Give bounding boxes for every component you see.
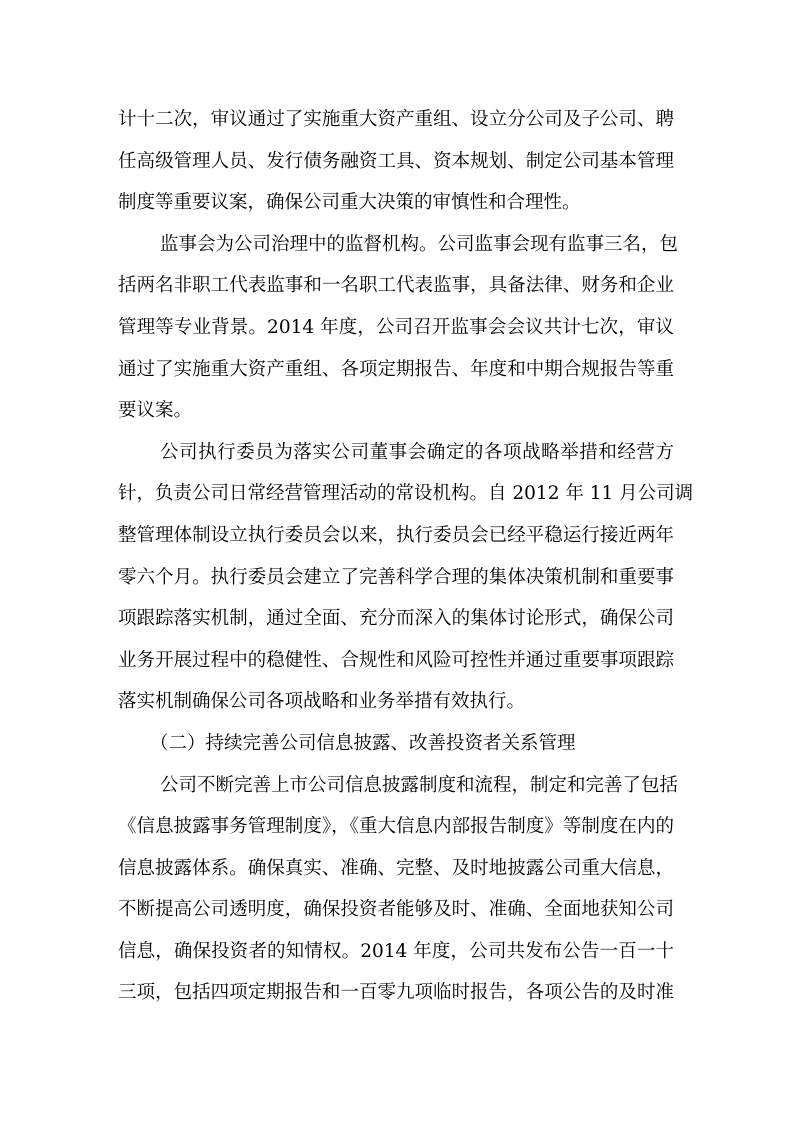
text-line: 零六个月。执行委员会建立了完善科学合理的集体决策机制和重要事 [118,566,674,588]
text-line: 项跟踪落实机制，通过全面、充分而深入的集体讨论形式，确保公司 [118,608,674,630]
paragraph-information-disclosure [118,765,679,1015]
text-line: 管理等专业背景。2014 年度，公司召开监事会会议共计七次，审议 [118,316,674,338]
text-line: 括两名非职工代表监事和一名职工代表监事，具备法律、财务和企业 [118,275,674,297]
text-line: 计十二次，审议通过了实施重大资产重组、设立分公司及子公司、聘 [118,109,674,130]
text-line: 针，负责公司日常经营管理活动的常设机构。自 2012 年 11 月公司调 [118,483,694,505]
text-line: 信息披露体系。确保真实、准确、完整、及时地披露公司重大信息， [118,857,674,879]
text-line: 公司执行委员为落实公司董事会确定的各项战略举措和经营方 [160,441,674,463]
text-line: 整管理体制设立执行委员会以来，执行委员会已经平稳运行接近两年 [118,524,674,546]
document-body [118,99,694,1014]
text-line: 信息，确保投资者的知情权。2014 年度，公司共发布公告一百一十 [118,940,674,962]
text-line: 要议案。 [118,400,193,422]
text-line: 公司不断完善上市公司信息披露制度和流程，制定和完善了包括 [160,774,679,796]
text-line: 监事会为公司治理中的监督机构。公司监事会现有监事三名，包 [160,233,679,255]
section-heading: （二）持续完善公司信息披露、改善投资者关系管理 [150,732,576,754]
text-line: 三项，包括四项定期报告和一百零九项临时报告，各项公告的及时准 [118,982,674,1004]
text-line: 落实机制确保公司各项战略和业务举措有效执行。 [118,691,526,713]
paragraph-executive-committee [118,432,694,723]
text-line: 任高级管理人员、发行债务融资工具、资本规划、制定公司基本管理 [118,150,674,172]
paragraph-supervisory-board [118,224,679,432]
paragraph-board-meetings [118,99,674,224]
section-heading-disclosure [118,723,674,765]
text-line: 通过了实施重大资产重组、各项定期报告、年度和中期合规报告等重 [118,358,674,380]
text-line: 不断提高公司透明度，确保投资者能够及时、准确、全面地获知公司 [118,899,674,921]
text-line: 《信息披露事务管理制度》，《重大信息内部报告制度》等制度在内的 [118,816,674,838]
text-line: 业务开展过程中的稳健性、合规性和风险可控性并通过重要事项跟踪 [118,649,674,671]
text-line: 制度等重要议案，确保公司重大决策的审慎性和合理性。 [118,192,581,214]
